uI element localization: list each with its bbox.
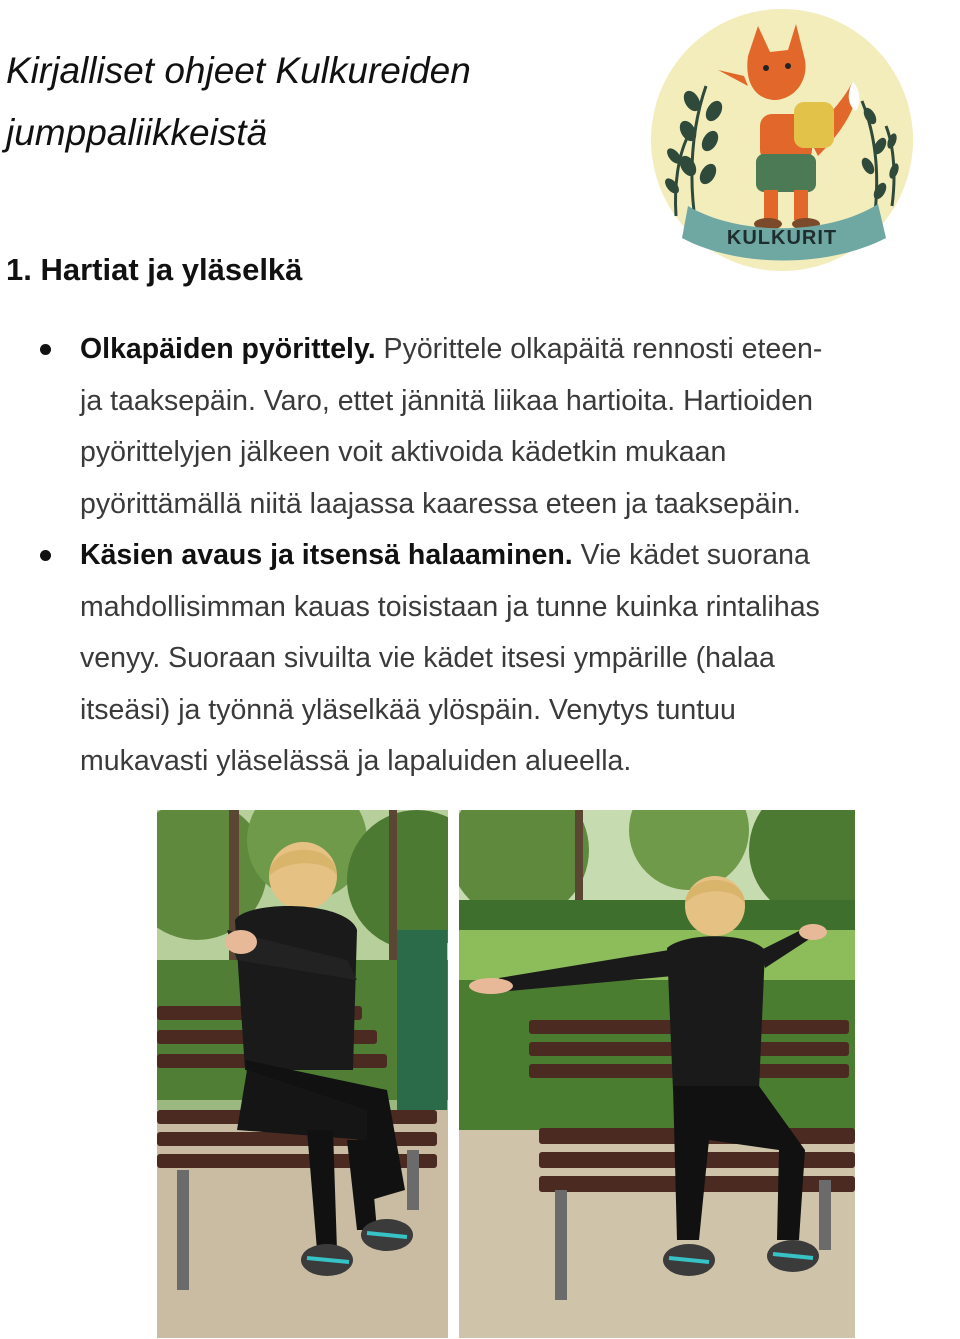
woman-arms-open-on-bench xyxy=(459,810,855,1338)
title-line-1: Kirjalliset ohjeet Kulkureiden xyxy=(6,50,471,91)
woman-hugging-herself-on-bench xyxy=(157,810,448,1338)
bullet-icon xyxy=(40,550,51,561)
text-line xyxy=(80,530,960,582)
text-line: mukavasti yläselässä ja lapaluiden alueella. xyxy=(80,745,632,777)
list-item xyxy=(0,530,960,788)
photo-arms-open-exercise xyxy=(459,810,855,1338)
list-item xyxy=(0,324,960,530)
text-line: mahdollisimman kauas toisistaan ja tunne kuinka rintalihas xyxy=(80,590,820,623)
bullet-icon xyxy=(40,344,51,355)
exercise-list xyxy=(0,324,960,788)
exercise-name: Olkapäiden pyörittely. xyxy=(80,333,376,365)
text-run: Pyörittele olkapäitä rennosti eteen- xyxy=(375,333,823,365)
document-title xyxy=(6,40,606,164)
title-line-2: jumppaliikkeistä xyxy=(6,112,268,153)
text-line: ja taaksepäin. Varo, ettet jännitä liikaa hartioita. Hartioiden xyxy=(80,384,813,417)
text-line: pyörittelyjen jälkeen voit aktivoida kädetkin mukaan xyxy=(80,436,727,468)
text-line: itseäsi) ja työnnä yläselkää ylöspäin. Venytys tuntuu xyxy=(80,693,736,726)
text-line: pyörittämällä niitä laajassa kaaressa eteen ja taaksepäin. xyxy=(80,487,801,520)
text-line: venyy. Suoraan sivuilta vie kädet itsesi ympärille (halaa xyxy=(80,642,775,674)
text-line xyxy=(80,324,960,376)
text-run: Vie kädet suorana xyxy=(572,539,810,571)
fox-backpack-logo xyxy=(648,6,916,274)
exercise-name: Käsien avaus ja itsensä halaaminen. xyxy=(80,539,573,571)
logo-text: KULKURIT xyxy=(726,227,838,249)
section-heading: 1. Hartiat ja yläselkä xyxy=(6,252,303,287)
photo-hug-exercise xyxy=(157,810,448,1338)
